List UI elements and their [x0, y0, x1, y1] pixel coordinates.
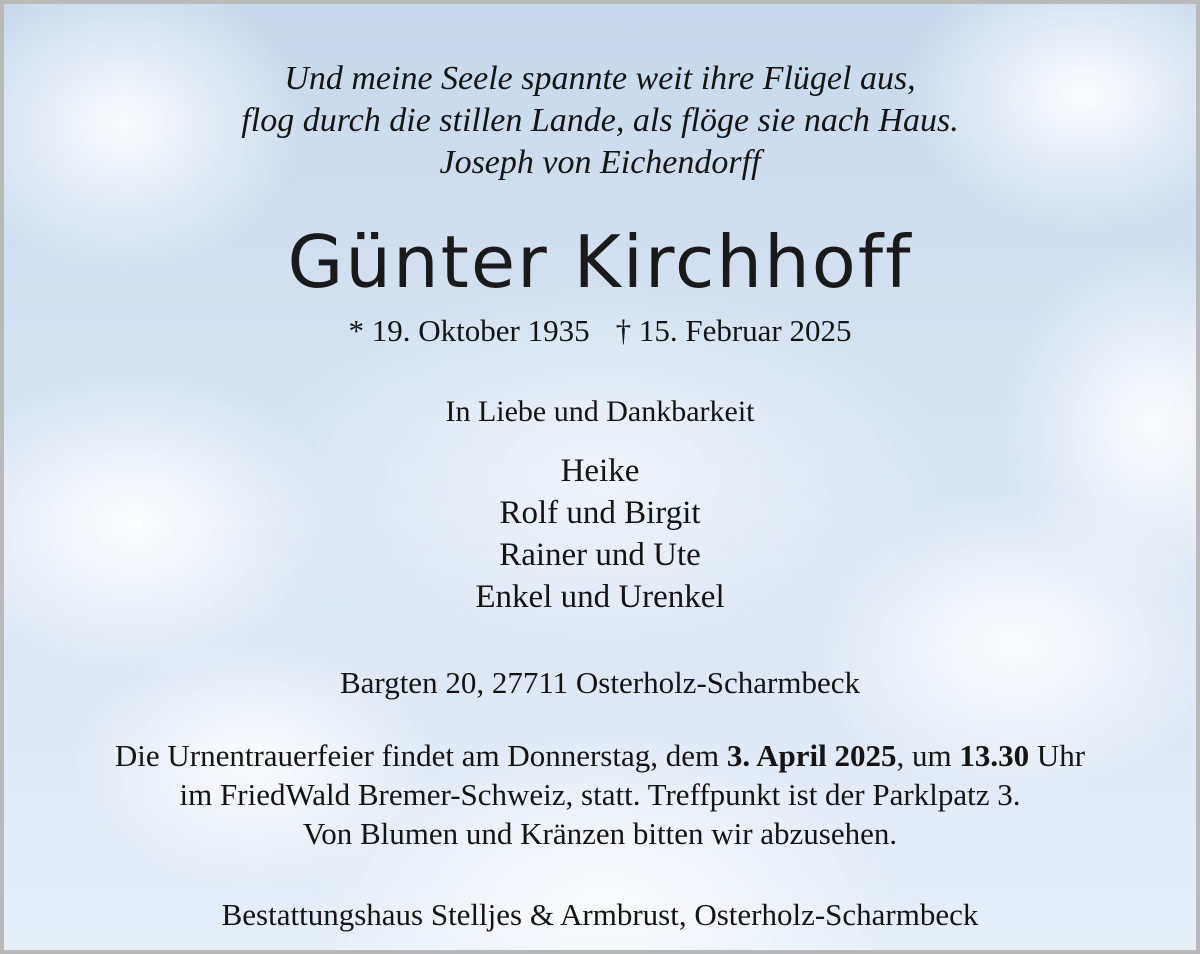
quote-line-2: flog durch die stillen Lande, als flöge sie nach Haus.: [241, 102, 959, 139]
mourner: Rainer und Ute: [499, 537, 701, 573]
birth-date: * 19. Oktober 1935: [348, 313, 590, 348]
ceremony-text: Die Urnentrauerfeier findet am Donnerstag, dem: [114, 738, 727, 773]
ceremony-line-2: im FriedWald Bremer-Schweiz, statt. Treffpunkt ist der Parklpatz 3.: [179, 777, 1021, 812]
deceased-name: Günter Kirchhoff: [287, 220, 913, 304]
death-date: † 15. Februar 2025: [615, 313, 852, 348]
ceremony-text: Uhr: [1029, 738, 1086, 773]
mourner: Enkel und Urenkel: [475, 579, 725, 615]
thanks-line: In Liebe und Dankbarkeit: [445, 395, 755, 428]
ceremony-text: , um: [896, 738, 960, 773]
family-address: Bargten 20, 27711 Osterholz-Scharmbeck: [340, 665, 860, 700]
mourner: Heike: [560, 453, 640, 489]
ceremony-date: 3. April 2025: [726, 738, 897, 773]
ceremony-info: [4, 736, 1196, 853]
mourner: Rolf und Birgit: [499, 495, 701, 531]
mourners-list: [4, 450, 1196, 618]
ceremony-line-3: Von Blumen und Kränzen bitten wir abzusehen.: [302, 816, 898, 851]
quote-author: Joseph von Eichendorff: [439, 144, 761, 181]
ceremony-time: 13.30: [959, 738, 1030, 773]
quote-block: [4, 58, 1196, 184]
life-dates: [4, 312, 1196, 350]
ceremony-line-1: [4, 736, 1196, 775]
funeral-home: Bestattungshaus Stelljes & Armbrust, Osterholz-Scharmbeck: [221, 897, 979, 932]
quote-line-1: Und meine Seele spannte weit ihre Flügel aus,: [284, 60, 916, 97]
